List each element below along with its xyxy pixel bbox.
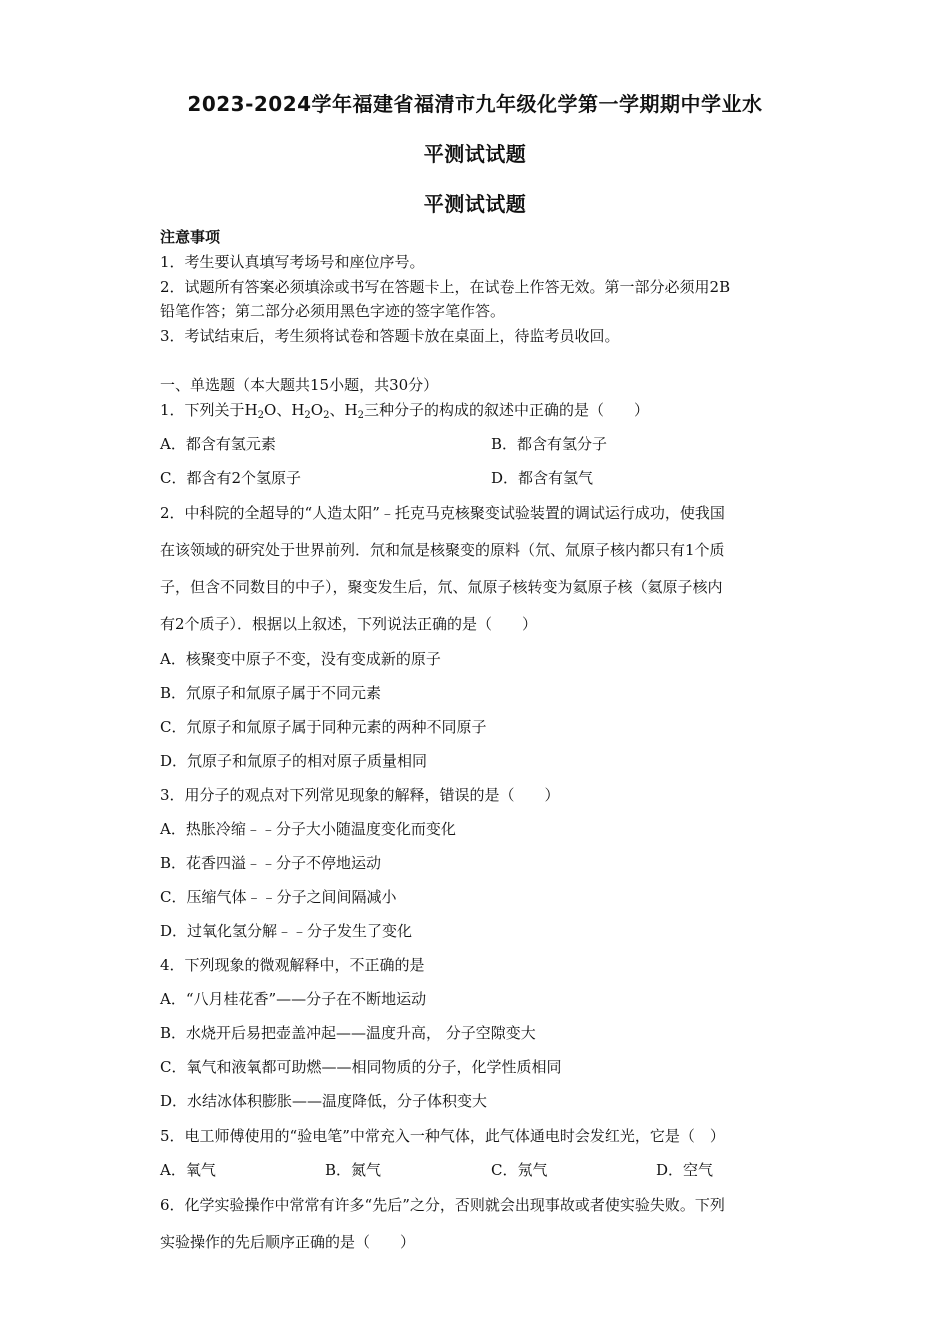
notice-item: 2．试题所有答案必须填涂或书写在答题卡上，在试卷上作答无效。第一部分必须用2B [160, 278, 731, 296]
q2-option-b: B．氘原子和氚原子属于不同元素 [160, 684, 382, 702]
q4-option-c: C．氧气和液氧都可助燃——相同物质的分子，化学性质相同 [160, 1058, 562, 1076]
section-heading: 一、单选题（本大题共15小题，共30分） [160, 376, 439, 394]
q3-option-d: D．过氧化氢分解﹣﹣分子发生了变化 [160, 922, 413, 940]
notice-item: 3．考试结束后，考生须将试卷和答题卡放在桌面上，待监考员收回。 [160, 327, 620, 345]
q1-text: 三种分子的构成的叙述中正确的是（ ） [363, 401, 649, 419]
q2-stem-line: 2．中科院的全超导的“人造太阳”﹣托克马克核聚变试验装置的调试运行成功，使我国 [160, 504, 725, 522]
q5-option-a: A．氧气 [160, 1161, 216, 1179]
q1-text: 1．下列关于H [160, 401, 258, 419]
notice-item: 铅笔作答；第二部分必须用黑色字迹的签字笔作答。 [160, 302, 506, 320]
q1-text: O [310, 401, 324, 419]
q5-option-d: D．空气 [656, 1161, 714, 1179]
q1-subscript: 2 [357, 410, 364, 421]
q3-stem: 3．用分子的观点对下列常见现象的解释，错误的是（ ） [160, 786, 560, 804]
page-title-line3: 平测试试题 [423, 192, 527, 216]
q1-subscript: 2 [323, 410, 330, 421]
question-1-stem [160, 400, 649, 420]
q1-option-a: A．都含有氢元素 [160, 435, 276, 453]
notice-item: 1．考生要认真填写考场号和座位序号。 [160, 253, 425, 271]
q2-option-c: C．氘原子和氚原子属于同种元素的两种不同原子 [160, 718, 487, 736]
q2-option-a: A．核聚变中原子不变，没有变成新的原子 [160, 650, 441, 668]
q6-stem-line: 实验操作的先后顺序正确的是（ ） [160, 1233, 416, 1251]
q4-option-b: B．水烧开后易把壶盖冲起——温度升高， 分子空隙变大 [160, 1024, 536, 1042]
q4-option-a: A．“八月桂花香”——分子在不断地运动 [160, 990, 427, 1008]
q3-option-a: A．热胀冷缩﹣﹣分子大小随温度变化而变化 [160, 820, 456, 838]
q2-option-d: D．氘原子和氚原子的相对原子质量相同 [160, 752, 428, 770]
q1-text: 、H [329, 401, 358, 419]
q5-stem: 5．电工师傅使用的“验电笔”中常充入一种气体，此气体通电时会发红光，它是（ ） [160, 1127, 725, 1145]
q3-option-b: B．花香四溢﹣﹣分子不停地运动 [160, 854, 382, 872]
q5-option-b: B．氮气 [325, 1161, 382, 1179]
notice-heading: 注意事项 [160, 228, 221, 246]
q1-option-d: D．都含有氢气 [491, 469, 594, 487]
page-title-line1: 2023-2024学年福建省福清市九年级化学第一学期期中学业水 [187, 92, 763, 116]
q2-stem-line: 有2个质子）．根据以上叙述，下列说法正确的是（ ） [160, 615, 538, 633]
q5-option-c: C．氖气 [491, 1161, 548, 1179]
q2-stem-line: 子，但含不同数目的中子），聚变发生后，氘、氚原子核转变为氦原子核（氦原子核内 [160, 578, 723, 596]
q1-subscript: 2 [304, 410, 311, 421]
q6-stem-line: 6．化学实验操作中常常有许多“先后”之分，否则就会出现事故或者使实验失败。下列 [160, 1196, 725, 1214]
q3-option-c: C．压缩气体﹣﹣分子之间间隔减小 [160, 888, 397, 906]
q4-stem: 4．下列现象的微观解释中，不正确的是 [160, 956, 425, 974]
q1-subscript: 2 [257, 410, 265, 421]
q4-option-d: D．水结冰体积膨胀——温度降低，分子体积变大 [160, 1092, 488, 1110]
q1-text: O、H [264, 401, 305, 419]
q2-stem-line: 在该领域的研究处于世界前列．氘和氚是核聚变的原料（氘、氚原子核内都只有1个质 [160, 541, 725, 559]
page-title-line2: 平测试试题 [423, 142, 527, 166]
q1-option-b: B．都含有氢分子 [491, 435, 608, 453]
q1-option-c: C．都含有2个氢原子 [160, 469, 302, 487]
